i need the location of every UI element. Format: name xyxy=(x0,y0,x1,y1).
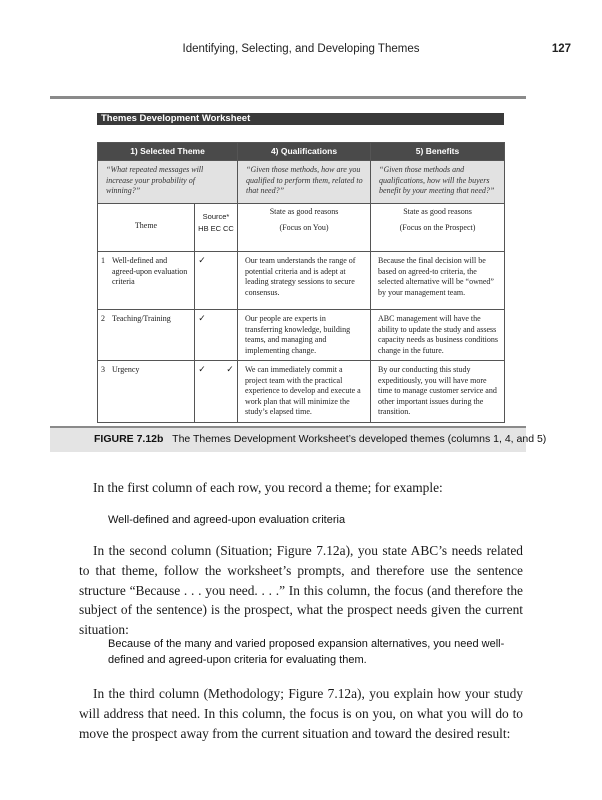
source-code-hb: HB xyxy=(198,223,209,233)
source-code-cc: CC xyxy=(223,223,234,233)
check-icon: ✓ xyxy=(198,256,206,266)
theme-cell xyxy=(98,361,195,423)
paragraph-3: In the third column (Methodology; Figure 7.12a), you explain how your study will address that need. In this column, the focus is on you, on what you will do to move the prospect away from the current situation and toward the desired result: xyxy=(79,686,523,741)
row-number: 1 xyxy=(101,256,105,265)
check-icon xyxy=(209,365,223,376)
benefit-cell: Because the final decision will be based on agreed-to criteria, the selected alternative will be “owned” by your management team. xyxy=(371,252,505,310)
row-number: 3 xyxy=(101,365,105,374)
theme-text: Teaching/Training xyxy=(112,314,171,323)
running-header: Identifying, Selecting, and Developing Themes xyxy=(182,43,420,55)
source-cell xyxy=(195,252,238,310)
example-2: Because of the many and varied proposed expansion alternatives, you need well-defined and agreed-upon criteria for evaluating them. xyxy=(108,638,505,666)
check-icon xyxy=(223,314,237,325)
source-cell xyxy=(195,310,238,361)
benefit-cell: By our conducting this study expeditiously, you will have more time to manage customer service and other important issues during the transition. xyxy=(371,361,505,423)
theme-text: Urgency xyxy=(112,365,140,374)
figure-caption xyxy=(94,433,546,445)
example-1: Well-defined and agreed-upon evaluation criteria xyxy=(108,514,346,526)
table-row xyxy=(98,361,505,423)
row-number: 2 xyxy=(101,314,105,323)
benefits-subheader xyxy=(371,204,505,252)
qualification-cell: Our team understands the range of potential criteria and is adept at leading strategy sessions to secure consensus. xyxy=(238,252,371,310)
check-icon: ✓ xyxy=(226,365,234,375)
col-heading-qualifications: 4) Qualifications xyxy=(238,143,371,161)
qualification-cell: We can immediately commit a project team with the practical experience to develop and execute a work plan that will minimize the study’s elapsed time. xyxy=(238,361,371,423)
table-row xyxy=(98,252,505,310)
source-cell xyxy=(195,361,238,423)
qual-subheader-bottom: (Focus on You) xyxy=(279,222,329,232)
check-icon xyxy=(209,314,223,325)
col-heading-benefits: 5) Benefits xyxy=(371,143,505,161)
theme-label: Theme xyxy=(98,204,195,252)
prompt-qualifications: “Given those methods, how are you qualified to perform them, related to that need?” xyxy=(238,161,371,204)
col-heading-selected-theme: 1) Selected Theme xyxy=(98,143,238,161)
theme-text: Well-defined and agreed-upon evaluation criteria xyxy=(112,256,188,286)
theme-cell xyxy=(98,252,195,310)
qualification-cell: Our people are experts in transferring knowledge, building teams, and managing and implementing change. xyxy=(238,310,371,361)
source-label: Source* xyxy=(202,212,230,221)
check-icon: ✓ xyxy=(198,365,206,375)
source-code-ec: EC xyxy=(210,223,221,233)
figure-caption-text: The Themes Development Worksheet’s developed themes (columns 1, 4, and 5) xyxy=(172,433,547,445)
worksheet-title: Themes Development Worksheet xyxy=(97,113,504,125)
paragraph-2: In the second column (Situation; Figure 7.12a), you state ABC’s needs related to that theme, follow the worksheet’s prompts, and therefore use the sentence structure “Because . . . you need. . . .” In this column, the focus (and therefore the subject of the sentence) is the prospect, what the prospect needs given the current situation: xyxy=(79,543,523,638)
top-rule xyxy=(50,96,526,99)
check-icon: ✓ xyxy=(198,314,206,324)
table-row xyxy=(98,310,505,361)
theme-cell xyxy=(98,310,195,361)
check-icon xyxy=(223,256,237,267)
paragraph-1: In the first column of each row, you record a theme; for example: xyxy=(93,480,443,495)
ben-subheader-top: State as good reasons xyxy=(403,207,472,216)
prompt-benefits: “Given those methods and qualifications, how will the buyers benefit by your meeting that need?” xyxy=(371,161,505,204)
themes-worksheet-table xyxy=(97,142,505,423)
prompt-selected-theme: “What repeated messages will increase your probability of winning?” xyxy=(98,161,238,204)
source-header xyxy=(195,204,238,252)
ben-subheader-bottom: (Focus on the Prospect) xyxy=(399,222,476,232)
page-number: 127 xyxy=(551,43,571,55)
qualifications-subheader xyxy=(238,204,371,252)
figure-label: FIGURE 7.12b xyxy=(94,433,164,445)
qual-subheader-top: State as good reasons xyxy=(269,207,339,216)
benefit-cell: ABC management will have the ability to update the study and assess capacity needs as business conditions change in the future. xyxy=(371,310,505,361)
check-icon xyxy=(209,256,223,267)
